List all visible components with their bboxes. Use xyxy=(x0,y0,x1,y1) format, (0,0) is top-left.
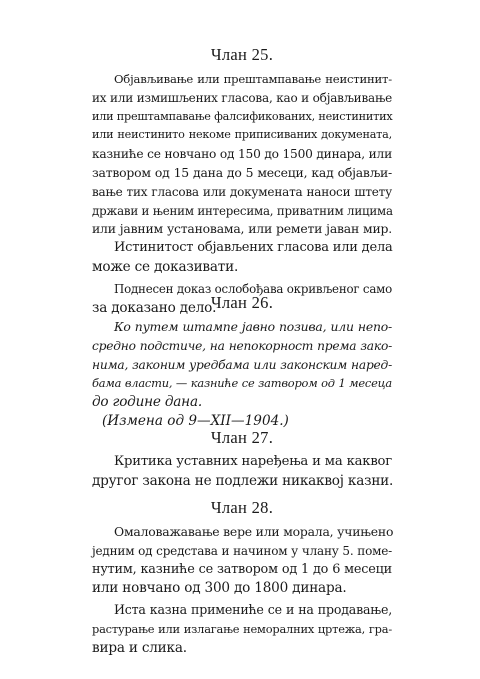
article-heading: Члан 26. xyxy=(210,293,274,312)
paragraph xyxy=(92,601,392,657)
text-line: или новчано од 300 до 1800 динара. xyxy=(92,580,347,597)
text-line: држави и њеним интересима, приватним лицима xyxy=(92,203,393,218)
text-line: једним од средстава и начином у члану 5. поме- xyxy=(92,543,392,558)
amendment-note: (Измена од 9—XII—1904.) xyxy=(102,412,289,429)
text-line: растурање или излагање неморалних цртежа, гра- xyxy=(92,621,392,636)
paragraph xyxy=(92,453,392,491)
text-line: или јавним установама, или ремети јаван мир. xyxy=(92,221,392,237)
text-line: бама власти, — казниће се затвором од 1 месеца xyxy=(92,376,392,391)
text-line: до године дана. xyxy=(92,394,202,411)
text-line: вира и слика. xyxy=(92,639,187,656)
article-25 xyxy=(92,44,392,317)
text-line: може се доказивати. xyxy=(92,258,239,275)
article-27 xyxy=(92,427,392,491)
text-line: их или измишљених гласова, као и објављивање xyxy=(92,90,392,105)
text-line: Иста казна примениће се и на продавање, xyxy=(114,602,392,618)
text-line: Објављивање или прештампавање неистинит- xyxy=(114,72,392,86)
text-line: затвором од 15 дана до 5 месеци, кад објављи- xyxy=(92,164,392,180)
text-line: или неистинито некоме приписиваних докумената, xyxy=(92,128,392,142)
paragraph xyxy=(92,523,392,598)
text-line: нутим, казниће се затвором од 1 до 6 месеци xyxy=(92,561,392,577)
text-line: средно подстиче, на непокорност према зако- xyxy=(92,338,392,353)
text-line: Омаловажавање вере или морала, учињено xyxy=(114,524,394,539)
article-heading: Члан 27. xyxy=(210,428,274,447)
text-line: за доказано дело. xyxy=(92,299,217,316)
text-line: нима, законим уредбама или законским наред- xyxy=(92,357,392,372)
article-heading: Члан 25. xyxy=(210,45,274,64)
text-line: Истинитост објављених гласова или дела xyxy=(114,240,393,256)
text-line: вање тих гласова или докумената наноси штету xyxy=(92,184,392,199)
article-26 xyxy=(92,292,392,431)
paragraph xyxy=(92,239,392,277)
text-line: казниће се новчано од 150 до 1500 динара, или xyxy=(92,147,392,162)
text-line: другог закона не подлежи никаквој казни. xyxy=(92,472,394,489)
paragraph xyxy=(92,70,392,239)
text-line: Поднесен доказ ослобођава окривљеног само xyxy=(114,281,393,296)
text-line: Ко путем штампе јавно позива, или непо- xyxy=(114,319,392,334)
text-line: Критика уставних наређења и ма каквог xyxy=(114,454,392,469)
article-heading: Члан 28. xyxy=(210,498,274,517)
paragraph xyxy=(92,318,392,412)
text-line: или прештампавање фалсификованих, неистинитих xyxy=(92,109,393,123)
article-28 xyxy=(92,497,392,658)
